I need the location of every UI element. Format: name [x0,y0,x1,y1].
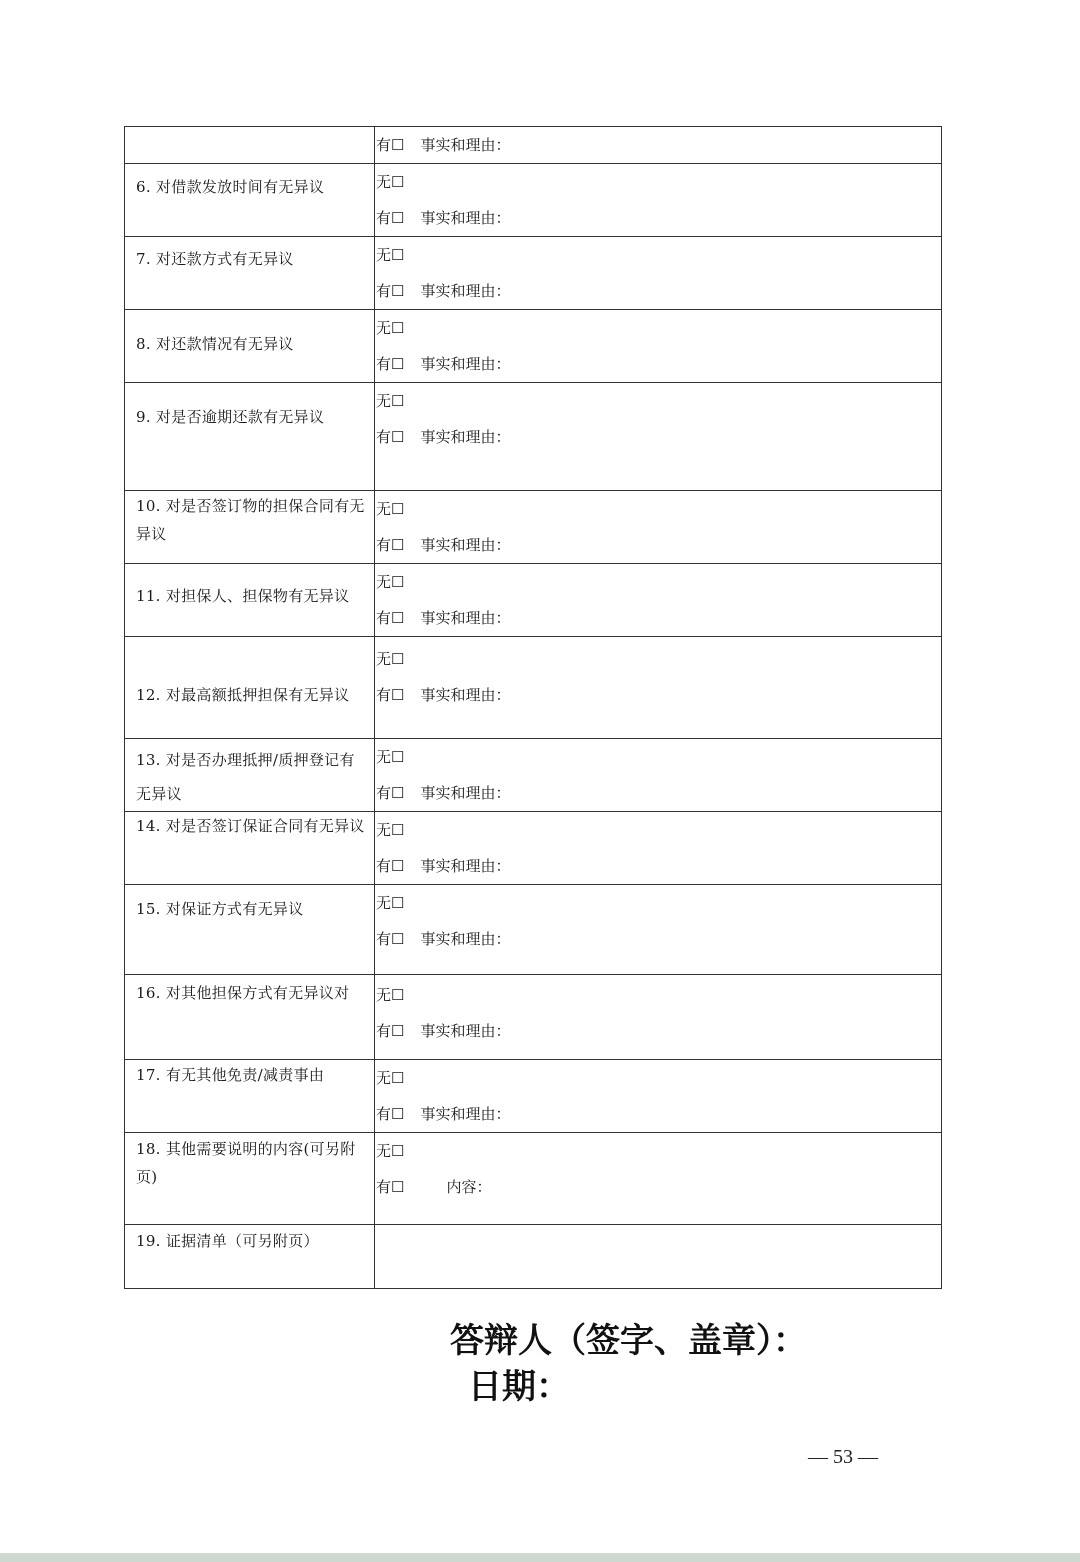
yes-option[interactable]: 有☐ 事实和理由： [375,200,941,236]
answer-cell [375,564,942,637]
no-option[interactable]: 无☐ [376,894,405,912]
table-row [125,491,942,564]
answer-cell [375,975,942,1060]
yes-option[interactable]: 有☐ 事实和理由： [375,527,941,563]
reason-label: 事实和理由： [420,428,511,446]
table-row [125,127,942,164]
question-cell: 10. 对是否签订物的担保合同有无异议 [125,491,375,564]
reason-label: 事实和理由： [420,857,511,875]
reason-label: 事实和理由： [420,136,511,154]
respondent-signature-label: 答辩人（签字、盖章）： [450,1321,807,1361]
no-option[interactable]: 无☐ [376,1069,405,1087]
question-cell: 13. 对是否办理抵押/质押登记有无异议 [125,739,375,812]
yes-option[interactable]: 有☐ 事实和理由： [375,921,941,957]
no-option[interactable]: 无☐ [376,821,405,839]
yes-option[interactable]: 有☐ 事实和理由： [375,346,941,382]
table-row [125,1060,942,1133]
yes-option[interactable]: 有☐ 事实和理由： [375,419,941,455]
reason-label: 事实和理由： [420,209,511,227]
no-option[interactable]: 无☐ [376,573,405,591]
question-cell: 15. 对保证方式有无异议 [125,885,375,975]
reason-label: 事实和理由： [420,1022,511,1040]
table-row [125,1225,942,1289]
table-row [125,975,942,1060]
answer-cell [375,491,942,564]
question-cell [125,127,375,164]
table-row [125,164,942,237]
answer-cell [375,127,942,164]
question-cell: 6. 对借款发放时间有无异议 [125,164,375,237]
no-option[interactable]: 无☐ [376,319,405,337]
yes-option[interactable]: 有☐ 事实和理由： [375,775,941,811]
yes-option[interactable]: 有☐ 事实和理由： [375,848,941,884]
table-row [125,739,942,812]
question-cell: 12. 对最高额抵押担保有无异议 [125,637,375,739]
question-cell: 17. 有无其他免责/减责事由 [125,1060,375,1133]
reason-label: 事实和理由： [420,1105,511,1123]
signature-block [450,1318,807,1410]
answer-cell [375,164,942,237]
no-option[interactable]: 无☐ [376,986,405,1004]
answer-cell [375,885,942,975]
date-label: 日期： [468,1367,570,1407]
reason-label: 事实和理由： [420,536,511,554]
question-cell: 11. 对担保人、担保物有无异议 [125,564,375,637]
table-row [125,812,942,885]
yes-option[interactable]: 有☐ 事实和理由： [375,1013,941,1049]
answer-cell [375,637,942,739]
answer-cell [375,383,942,491]
table-row [125,1133,942,1225]
table-row [125,637,942,739]
yes-option[interactable]: 有☐ 内容： [375,1169,941,1205]
reason-label: 事实和理由： [420,930,511,948]
question-cell: 14. 对是否签订保证合同有无异议 [125,812,375,885]
table-row [125,237,942,310]
table-row [125,885,942,975]
reason-label: 事实和理由： [420,784,511,802]
table-row [125,383,942,491]
no-option[interactable]: 无☐ [376,246,405,264]
page-bottom-edge [0,1553,1080,1562]
reason-label: 事实和理由： [420,282,511,300]
table-row [125,310,942,383]
no-option[interactable]: 无☐ [376,650,405,668]
no-option[interactable]: 无☐ [376,500,405,518]
answer-cell [375,1133,942,1225]
page-number: — 53 — [808,1446,878,1468]
answer-cell [375,237,942,310]
yes-option[interactable]: 有☐ 事实和理由： [375,600,941,636]
yes-option[interactable]: 有☐ 事实和理由： [375,127,941,163]
reason-label: 事实和理由： [420,609,511,627]
question-cell: 19. 证据清单（可另附页） [125,1225,375,1289]
question-cell: 18. 其他需要说明的内容(可另附页) [125,1133,375,1225]
question-cell: 16. 对其他担保方式有无异议对 [125,975,375,1060]
evidence-list-cell[interactable] [375,1225,942,1289]
no-option[interactable]: 无☐ [376,173,405,191]
answer-cell [375,739,942,812]
question-cell: 8. 对还款情况有无异议 [125,310,375,383]
answer-cell [375,1060,942,1133]
reason-label: 事实和理由： [420,686,511,704]
defense-form-table [124,126,942,1289]
question-cell: 7. 对还款方式有无异议 [125,237,375,310]
no-option[interactable]: 无☐ [376,1142,405,1160]
no-option[interactable]: 无☐ [376,748,405,766]
yes-option[interactable]: 有☐ 事实和理由： [375,273,941,309]
answer-cell [375,310,942,383]
reason-label: 事实和理由： [420,355,511,373]
yes-option[interactable]: 有☐ 事实和理由： [375,677,941,713]
no-option[interactable]: 无☐ [376,392,405,410]
question-cell: 9. 对是否逾期还款有无异议 [125,383,375,491]
yes-option[interactable]: 有☐ 事实和理由： [375,1096,941,1132]
table-row [125,564,942,637]
content-label: 内容： [446,1178,492,1196]
answer-cell [375,812,942,885]
